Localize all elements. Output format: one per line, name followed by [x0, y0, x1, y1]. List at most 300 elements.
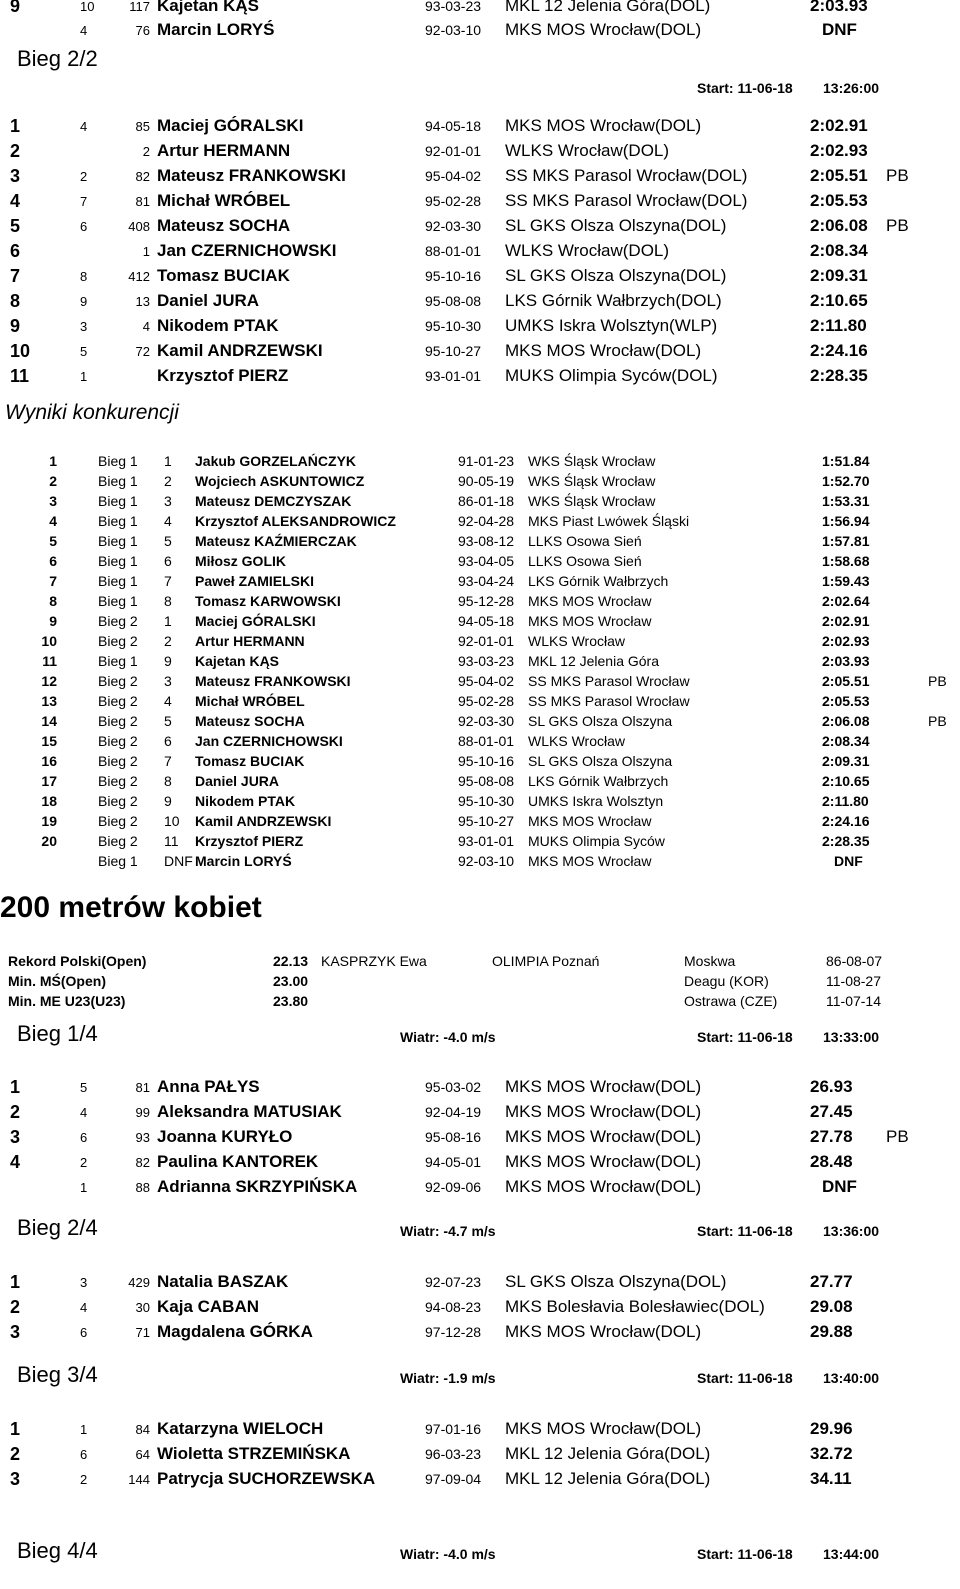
- place-cell: 2: [10, 1444, 21, 1464]
- heat-title: Bieg 3/4: [17, 1362, 98, 1387]
- club-name: SL GKS Olsza Olszyna(DOL): [505, 266, 727, 285]
- birth-date: 88-01-01: [458, 733, 515, 749]
- bib-cell: 72: [135, 344, 150, 359]
- competition-row: [0, 473, 960, 493]
- club-name: SS MKS Parasol Wrocław(DOL): [505, 191, 748, 210]
- result-row: [0, 20, 960, 44]
- athlete-name: Joanna KURYŁO: [157, 1127, 293, 1146]
- bib-cell: 82: [135, 1155, 150, 1170]
- lane-cell: 4: [80, 119, 88, 134]
- record-place: Deagu (KOR): [684, 973, 769, 989]
- start-time: 13:44:00: [823, 1546, 880, 1562]
- lane-cell: 4: [80, 1105, 88, 1120]
- lane-cell: 4: [80, 1300, 88, 1315]
- bib-cell: 71: [135, 1325, 150, 1340]
- bib-cell: 82: [135, 169, 150, 184]
- heat-title: Bieg 2/4: [17, 1215, 98, 1240]
- heat-cell: Bieg 2: [98, 753, 138, 769]
- club-name: MKS MOS Wrocław(DOL): [505, 1177, 702, 1196]
- heat-place-cell: 6: [164, 553, 172, 569]
- record-label: Min. ME U23(U23): [8, 993, 126, 1009]
- club-name: MKS MOS Wrocław: [528, 613, 652, 629]
- place-cell: 2: [10, 1297, 21, 1317]
- competition-row: [0, 813, 960, 833]
- record-label: Min. MŚ(Open): [8, 973, 106, 989]
- result-row: [0, 1419, 960, 1443]
- heat-cell: Bieg 2: [98, 633, 138, 649]
- birth-date: 95-10-27: [458, 813, 515, 829]
- lane-cell: 4: [80, 23, 88, 38]
- athlete-name: Krzysztof PIERZ: [195, 833, 304, 849]
- result-time: 27.77: [810, 1272, 853, 1291]
- record-holder: KASPRZYK Ewa: [321, 953, 427, 969]
- competition-row: [0, 553, 960, 573]
- athlete-name: Mateusz FRANKOWSKI: [157, 166, 346, 185]
- club-name: SS MKS Parasol Wrocław: [528, 673, 690, 689]
- competition-row: [0, 593, 960, 613]
- birth-date: 95-12-28: [458, 593, 515, 609]
- result-time: 1:59.43: [822, 573, 870, 589]
- competition-row: [0, 653, 960, 673]
- club-name: WKS Śląsk Wrocław: [528, 493, 656, 509]
- competition-row: [0, 513, 960, 533]
- pb-badge: PB: [928, 673, 947, 689]
- club-name: MKS MOS Wrocław(DOL): [505, 1322, 702, 1341]
- place-cell: 11: [42, 653, 57, 669]
- club-name: WLKS Wrocław: [528, 633, 625, 649]
- bib-cell: 81: [135, 1080, 150, 1095]
- bib-cell: 2: [142, 144, 150, 159]
- result-row: [0, 1177, 960, 1201]
- result-time: 2:08.34: [810, 241, 868, 260]
- place-cell: 17: [41, 773, 57, 789]
- athlete-name: Artur HERMANN: [195, 633, 305, 649]
- birth-date: 92-03-30: [458, 713, 515, 729]
- pb-badge: PB: [928, 713, 947, 729]
- club-name: MKS MOS Wrocław: [528, 813, 652, 829]
- athlete-name: Wioletta STRZEMIŃSKA: [157, 1444, 351, 1463]
- birth-date: 94-05-18: [458, 613, 515, 629]
- athlete-name: Marcin LORYŚ: [157, 20, 275, 39]
- heat-cell: Bieg 1: [98, 593, 138, 609]
- heat-cell: Bieg 1: [98, 493, 138, 509]
- bib-cell: 1: [142, 244, 150, 259]
- competition-row: [0, 713, 960, 733]
- place-cell: 20: [41, 833, 57, 849]
- birth-date: 97-09-04: [425, 1471, 482, 1487]
- club-name: MUKS Olimpia Syców(DOL): [505, 366, 718, 385]
- lane-cell: 2: [80, 169, 88, 184]
- club-name: LLKS Osowa Sień: [528, 553, 642, 569]
- club-name: MKS MOS Wrocław(DOL): [505, 1127, 702, 1146]
- result-time: 2:03.93: [822, 653, 870, 669]
- athlete-name: Michał WRÓBEL: [195, 693, 305, 709]
- record-place: Ostrawa (CZE): [684, 993, 778, 1009]
- wind-info: Wiatr: -4.0 m/s: [400, 1029, 496, 1045]
- heat-title: Bieg 2/2: [17, 46, 98, 71]
- place-cell: 3: [10, 1469, 21, 1489]
- record-row: [0, 993, 960, 1013]
- place-cell: 9: [49, 613, 57, 629]
- club-name: MKS MOS Wrocław(DOL): [505, 1102, 702, 1121]
- wind-info: Wiatr: -4.0 m/s: [400, 1546, 496, 1562]
- competition-row: [0, 673, 960, 693]
- place-cell: 15: [41, 733, 57, 749]
- birth-date: 95-04-02: [458, 673, 515, 689]
- athlete-name: Kamil ANDRZEWSKI: [195, 813, 332, 829]
- athlete-name: Anna PAŁYS: [157, 1077, 260, 1096]
- athlete-name: Krzysztof ALEKSANDROWICZ: [195, 513, 396, 529]
- heat-cell: Bieg 1: [98, 553, 138, 569]
- result-time: 2:05.51: [822, 673, 870, 689]
- birth-date: 95-10-27: [425, 343, 482, 359]
- athlete-name: Maciej GÓRALSKI: [157, 116, 304, 135]
- start-time: 13:40:00: [823, 1370, 880, 1386]
- heat-place-cell: 9: [164, 653, 172, 669]
- place-cell: 3: [10, 1127, 21, 1147]
- result-time: 2:28.35: [810, 366, 868, 385]
- birth-date: 94-05-18: [425, 118, 482, 134]
- club-name: WLKS Wrocław(DOL): [505, 141, 670, 160]
- place-cell: 11: [10, 366, 30, 386]
- result-time: 29.96: [810, 1419, 853, 1438]
- athlete-name: Paweł ZAMIELSKI: [195, 573, 315, 589]
- heat-place-cell: 9: [164, 793, 172, 809]
- athlete-name: Nikodem PTAK: [157, 316, 279, 335]
- result-time: DNF: [822, 20, 857, 39]
- result-time: 2:06.08: [822, 713, 870, 729]
- competition-row: [0, 833, 960, 853]
- competition-row: [0, 453, 960, 473]
- wind-info: Wiatr: -4.7 m/s: [400, 1223, 496, 1239]
- athlete-name: Tomasz KARWOWSKI: [195, 593, 341, 609]
- heat-place-cell: 3: [164, 493, 172, 509]
- place-cell: 14: [41, 713, 57, 729]
- result-time: 29.88: [810, 1322, 853, 1341]
- place-cell: 3: [10, 1322, 21, 1342]
- place-cell: 2: [10, 1102, 21, 1122]
- bib-cell: 4: [142, 319, 150, 334]
- club-name: MKS MOS Wrocław: [528, 593, 652, 609]
- heat-place-cell: 1: [164, 453, 172, 469]
- birth-date: 93-04-05: [458, 553, 515, 569]
- heat-place-cell: 6: [164, 733, 172, 749]
- athlete-name: Tomasz BUCIAK: [195, 753, 305, 769]
- birth-date: 95-10-16: [458, 753, 515, 769]
- club-name: MKS MOS Wrocław(DOL): [505, 20, 702, 39]
- club-name: LKS Górnik Wałbrzych(DOL): [505, 291, 722, 310]
- place-cell: 10: [41, 633, 57, 649]
- pb-badge: PB: [886, 216, 909, 235]
- heat-cell: Bieg 1: [98, 453, 138, 469]
- lane-cell: 8: [80, 269, 88, 284]
- start-time: 13:36:00: [823, 1223, 880, 1239]
- result-row: [0, 1102, 960, 1126]
- birth-date: 92-04-19: [425, 1104, 482, 1120]
- result-time: 32.72: [810, 1444, 853, 1463]
- athlete-name: Magdalena GÓRKA: [157, 1322, 313, 1341]
- club-name: MKL 12 Jelenia Góra: [528, 653, 659, 669]
- record-date: 11-08-27: [826, 973, 882, 989]
- bib-cell: 88: [135, 1180, 150, 1195]
- heat-place-cell: 3: [164, 673, 172, 689]
- heat-title: Bieg 4/4: [17, 1538, 98, 1563]
- lane-cell: 5: [80, 344, 88, 359]
- place-cell: 9: [10, 316, 21, 336]
- athlete-name: Miłosz GOLIK: [195, 553, 286, 569]
- result-time: 2:11.80: [810, 316, 867, 335]
- result-row: [0, 191, 960, 215]
- place-cell: 7: [49, 573, 57, 589]
- result-time: 1:51.84: [822, 453, 870, 469]
- athlete-name: Mateusz FRANKOWSKI: [195, 673, 351, 689]
- start-label: Start: 11-06-18: [697, 1546, 793, 1562]
- bib-cell: 64: [135, 1447, 150, 1462]
- bib-cell: 144: [128, 1472, 150, 1487]
- athlete-name: Maciej GÓRALSKI: [195, 613, 316, 629]
- result-time: 1:57.81: [822, 533, 870, 549]
- athlete-name: Tomasz BUCIAK: [157, 266, 290, 285]
- competition-row: [0, 853, 960, 873]
- result-time: 2:05.51: [810, 166, 868, 185]
- birth-date: 92-07-23: [425, 1274, 482, 1290]
- athlete-name: Artur HERMANN: [157, 141, 291, 160]
- start-time: 13:26:00: [823, 80, 880, 96]
- lane-cell: 7: [80, 194, 88, 209]
- athlete-name: Mateusz SOCHA: [195, 713, 305, 729]
- heat-cell: Bieg 1: [98, 653, 138, 669]
- birth-date: 92-03-30: [425, 218, 482, 234]
- club-name: WKS Śląsk Wrocław: [528, 473, 656, 489]
- result-time: 2:08.34: [822, 733, 870, 749]
- birth-date: 92-01-01: [425, 143, 482, 159]
- record-time: 22.13: [273, 953, 309, 969]
- club-name: MKS Bolesłavia Bolesławiec(DOL): [505, 1297, 765, 1316]
- record-row: [0, 953, 960, 973]
- result-time: 2:09.31: [822, 753, 870, 769]
- heat-place-cell: 2: [164, 633, 172, 649]
- club-name: MKS MOS Wrocław(DOL): [505, 1152, 702, 1171]
- place-cell: 4: [10, 1152, 21, 1172]
- result-time: 34.11: [810, 1469, 852, 1488]
- lane-cell: 10: [80, 0, 95, 14]
- birth-date: 93-03-23: [425, 0, 482, 14]
- athlete-name: Jan CZERNICHOWSKI: [195, 733, 343, 749]
- result-time: 2:24.16: [810, 341, 868, 360]
- result-time: 2:09.31: [810, 266, 868, 285]
- result-row: [0, 116, 960, 140]
- athlete-name: Kamil ANDRZEWSKI: [157, 341, 323, 360]
- heat-cell: Bieg 2: [98, 713, 138, 729]
- lane-cell: 6: [80, 1447, 88, 1462]
- result-time: 2:05.53: [810, 191, 868, 210]
- birth-date: 93-08-12: [458, 533, 515, 549]
- athlete-name: Aleksandra MATUSIAK: [157, 1102, 342, 1121]
- club-name: SS MKS Parasol Wrocław: [528, 693, 690, 709]
- place-cell: 6: [49, 553, 57, 569]
- record-club: OLIMPIA Poznań: [492, 953, 600, 969]
- result-time: 1:56.94: [822, 513, 870, 529]
- place-cell: 12: [41, 673, 57, 689]
- place-cell: 19: [41, 813, 57, 829]
- club-name: SL GKS Olsza Olszyna(DOL): [505, 1272, 727, 1291]
- heat-place-cell: 4: [164, 693, 172, 709]
- place-cell: 13: [41, 693, 57, 709]
- result-time: 2:02.91: [810, 116, 868, 135]
- place-cell: 3: [10, 166, 21, 186]
- record-row: [0, 973, 960, 993]
- birth-date: 95-02-28: [425, 193, 482, 209]
- club-name: MKL 12 Jelenia Góra(DOL): [505, 0, 711, 15]
- result-time: 2:02.93: [810, 141, 868, 160]
- competition-row: [0, 693, 960, 713]
- result-row: [0, 1297, 960, 1321]
- section-subtitle: Wyniki konkurencji: [5, 401, 179, 424]
- athlete-name: Katarzyna WIELOCH: [157, 1419, 324, 1438]
- place-cell: 1: [10, 116, 21, 136]
- heat-cell: Bieg 2: [98, 833, 138, 849]
- bib-cell: 429: [128, 1275, 150, 1290]
- birth-date: 92-03-10: [425, 22, 482, 38]
- place-cell: 8: [49, 593, 57, 609]
- bib-cell: 93: [135, 1130, 150, 1145]
- competition-row: [0, 733, 960, 753]
- result-time: 2:24.16: [822, 813, 870, 829]
- place-cell: 9: [10, 0, 21, 16]
- result-time: 26.93: [810, 1077, 853, 1096]
- competition-row: [0, 493, 960, 513]
- bib-cell: 30: [135, 1300, 150, 1315]
- result-time: 1:58.68: [822, 553, 870, 569]
- place-cell: 6: [10, 241, 21, 261]
- club-name: MKS MOS Wrocław(DOL): [505, 116, 702, 135]
- birth-date: 91-01-23: [458, 453, 515, 469]
- club-name: SS MKS Parasol Wrocław(DOL): [505, 166, 748, 185]
- heat-place-cell: 11: [164, 833, 179, 849]
- club-name: UMKS Iskra Wolsztyn(WLP): [505, 316, 718, 335]
- result-row: [0, 1152, 960, 1176]
- result-row: [0, 141, 960, 165]
- heat-cell: Bieg 1: [98, 533, 138, 549]
- club-name: MKS MOS Wrocław(DOL): [505, 1077, 702, 1096]
- athlete-name: Kajetan KĄS: [195, 653, 280, 669]
- place-cell: 18: [41, 793, 57, 809]
- club-name: MKS MOS Wrocław(DOL): [505, 1419, 702, 1438]
- result-time: 27.45: [810, 1102, 853, 1121]
- club-name: LLKS Osowa Sień: [528, 533, 642, 549]
- athlete-name: Jakub GORZELAŃCZYK: [195, 453, 357, 469]
- bib-cell: 81: [135, 194, 150, 209]
- result-row: [0, 1444, 960, 1468]
- heat-place-cell: 8: [164, 773, 172, 789]
- birth-date: 95-04-02: [425, 168, 482, 184]
- start-label: Start: 11-06-18: [697, 1029, 793, 1045]
- birth-date: 92-01-01: [458, 633, 515, 649]
- athlete-name: Adrianna SKRZYPIŃSKA: [157, 1177, 358, 1196]
- place-cell: 5: [49, 533, 57, 549]
- lane-cell: 2: [80, 1472, 88, 1487]
- birth-date: 88-01-01: [425, 243, 482, 259]
- athlete-name: Nikodem PTAK: [195, 793, 296, 809]
- club-name: UMKS Iskra Wolsztyn: [528, 793, 664, 809]
- heat-cell: Bieg 2: [98, 673, 138, 689]
- result-row: [0, 1469, 960, 1493]
- result-time: DNF: [834, 853, 863, 869]
- result-time: 28.48: [810, 1152, 853, 1171]
- club-name: MKS MOS Wrocław(DOL): [505, 341, 702, 360]
- athlete-name: Mateusz SOCHA: [157, 216, 291, 235]
- competition-row: [0, 533, 960, 553]
- birth-date: 95-08-16: [425, 1129, 482, 1145]
- lane-cell: 1: [80, 1180, 88, 1195]
- result-time: 2:02.91: [822, 613, 870, 629]
- birth-date: 95-10-30: [458, 793, 515, 809]
- heat-cell: Bieg 2: [98, 813, 138, 829]
- result-row: [0, 166, 960, 190]
- competition-row: [0, 793, 960, 813]
- result-row: [0, 1127, 960, 1151]
- result-time: 2:02.93: [822, 633, 870, 649]
- lane-cell: 6: [80, 219, 88, 234]
- record-label: Rekord Polski(Open): [8, 953, 147, 969]
- birth-date: 97-12-28: [425, 1324, 482, 1340]
- athlete-name: Marcin LORYŚ: [195, 853, 292, 869]
- club-name: SL GKS Olsza Olszyna: [528, 753, 673, 769]
- place-cell: 7: [10, 266, 21, 286]
- result-row: [0, 291, 960, 315]
- start-label: Start: 11-06-18: [697, 1223, 793, 1239]
- birth-date: 95-08-08: [458, 773, 515, 789]
- result-time: 2:28.35: [822, 833, 870, 849]
- club-name: MKL 12 Jelenia Góra(DOL): [505, 1469, 711, 1488]
- heat-title: Bieg 1/4: [17, 1021, 98, 1046]
- place-cell: 4: [10, 191, 21, 211]
- place-cell: 1: [49, 453, 57, 469]
- heat-cell: Bieg 2: [98, 793, 138, 809]
- heat-cell: Bieg 1: [98, 573, 138, 589]
- birth-date: 92-04-28: [458, 513, 515, 529]
- birth-date: 90-05-19: [458, 473, 515, 489]
- birth-date: 86-01-18: [458, 493, 515, 509]
- heat-place-cell: 10: [164, 813, 180, 829]
- athlete-name: Jan CZERNICHOWSKI: [157, 241, 337, 260]
- result-time: 2:03.93: [810, 0, 868, 15]
- club-name: WLKS Wrocław: [528, 733, 625, 749]
- birth-date: 93-03-23: [458, 653, 515, 669]
- heat-cell: Bieg 1: [98, 853, 138, 869]
- place-cell: 2: [49, 473, 57, 489]
- birth-date: 97-01-16: [425, 1421, 482, 1437]
- result-row: [0, 1272, 960, 1296]
- competition-row: [0, 613, 960, 633]
- birth-date: 93-04-24: [458, 573, 515, 589]
- lane-cell: 3: [80, 319, 88, 334]
- birth-date: 93-01-01: [425, 368, 482, 384]
- athlete-name: Michał WRÓBEL: [157, 191, 291, 210]
- birth-date: 94-08-23: [425, 1299, 482, 1315]
- heat-place-cell: DNF: [164, 853, 193, 869]
- place-cell: 4: [49, 513, 57, 529]
- result-time: 1:53.31: [822, 493, 870, 509]
- lane-cell: 3: [80, 1275, 88, 1290]
- athlete-name: Natalia BASZAK: [157, 1272, 289, 1291]
- athlete-name: Kajetan KĄS: [157, 0, 260, 15]
- result-time: 2:06.08: [810, 216, 868, 235]
- heat-place-cell: 5: [164, 713, 172, 729]
- pb-badge: PB: [886, 166, 909, 185]
- result-time: 2:10.65: [822, 773, 870, 789]
- birth-date: 92-03-10: [458, 853, 515, 869]
